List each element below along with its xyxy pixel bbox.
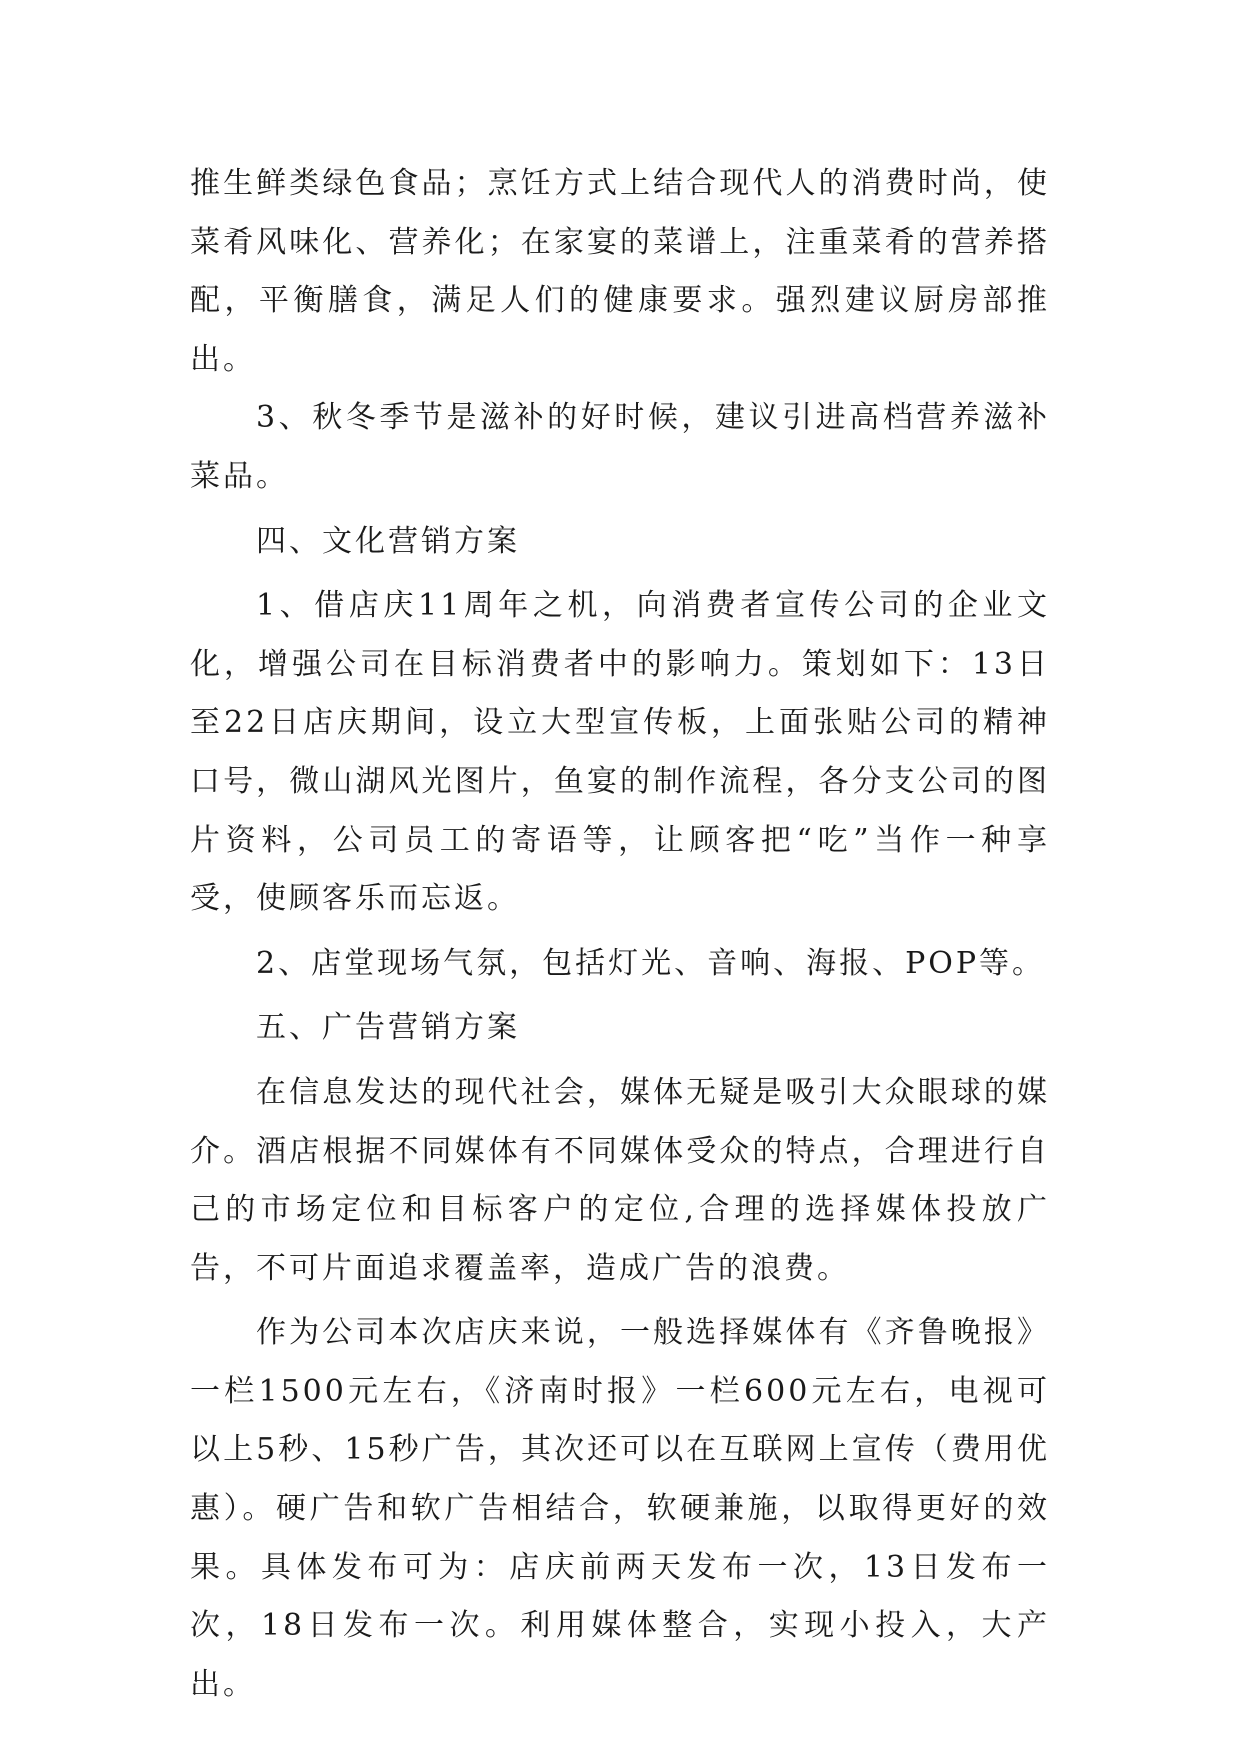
paragraph-culture-item-2: 2、店堂现场气氛，包括灯光、音响、海报、POP等。 bbox=[256, 945, 1046, 981]
section-heading-culture-marketing: 四、文化营销方案 bbox=[256, 523, 520, 559]
section-heading-advertising-marketing: 五、广告营销方案 bbox=[256, 1010, 520, 1046]
document-body bbox=[190, 155, 1050, 1714]
paragraph-advertising-intro: 在信息发达的现代社会，媒体无疑是吸引大众眼球的媒介。酒店根据不同媒体有不同媒体受众的特点，合理进行自己的市场定位和目标客户的定位,合理的选择媒体投放广告，不可片面追求覆盖率，造成广告的浪费。 bbox=[190, 1074, 1050, 1286]
paragraph-culture-item-1: 1、借店庆11周年之机，向消费者宣传公司的企业文化，增强公司在目标消费者中的影响力。策划如下：13日至22日店庆期间，设立大型宣传板，上面张贴公司的精神口号，微山湖风光图片，鱼宴的制作流程，各分支公司的图片资料，公司员工的寄语等，让顾客把“吃”当作一种享受，使顾客乐而忘返。 bbox=[190, 588, 1050, 917]
paragraph-item-3: 3、秋冬季节是滋补的好时候，建议引进高档营养滋补菜品。 bbox=[190, 400, 1050, 494]
paragraph-advertising-media: 作为公司本次店庆来说，一般选择媒体有《齐鲁晚报》一栏1500元左右，《济南时报》一栏600元左右，电视可以上5秒、15秒广告，其次还可以在互联网上宣传（费用优惠）。硬广告和软广告相结合，软硬兼施，以取得更好的效果。具体发布可为：店庆前两天发布一次，13日发布一次，18日发布一次。利用媒体整合，实现小投入，大产出。 bbox=[190, 1315, 1050, 1702]
paragraph-continuation: 推生鲜类绿色食品；烹饪方式上结合现代人的消费时尚，使菜肴风味化、营养化；在家宴的菜谱上，注重菜肴的营养搭配，平衡膳食，满足人们的健康要求。强烈建议厨房部推出。 bbox=[190, 166, 1050, 377]
